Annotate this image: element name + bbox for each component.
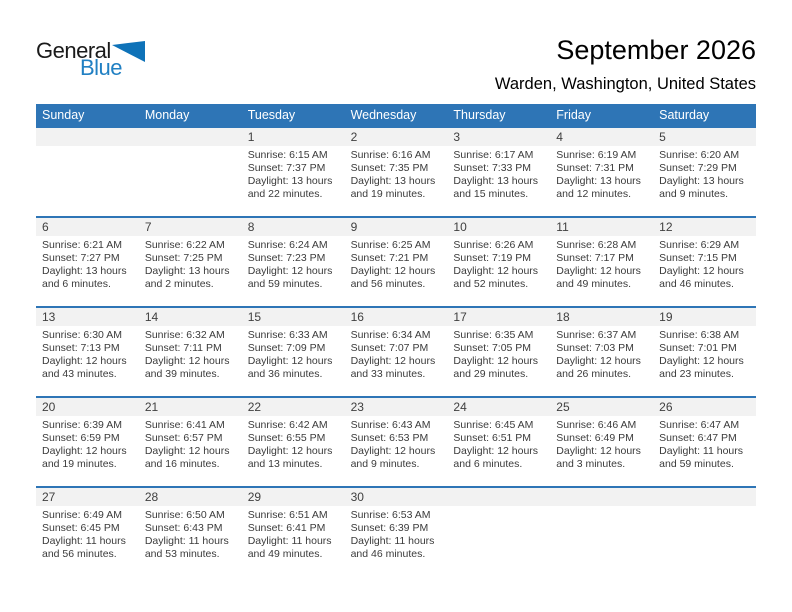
daylight1-text: Daylight: 12 hours xyxy=(42,444,127,457)
logo-text-general: General xyxy=(36,38,111,63)
daylight1-text: Daylight: 12 hours xyxy=(350,444,436,457)
sunrise-text: Sunrise: 6:50 AM xyxy=(144,509,225,521)
day-cell xyxy=(242,218,345,306)
sunset-text: Sunset: 7:07 PM xyxy=(350,341,429,354)
day-cell xyxy=(242,488,345,576)
calendar-table xyxy=(36,104,756,576)
daylight2-text: and 49 minutes. xyxy=(556,277,631,290)
sunrise-text: Sunrise: 6:46 AM xyxy=(556,419,637,431)
sunset-text: Sunset: 7:17 PM xyxy=(556,251,634,264)
daylight1-text: Daylight: 12 hours xyxy=(556,354,641,367)
day-number: 16 xyxy=(345,308,448,326)
week-row xyxy=(36,216,756,306)
empty-day-cell xyxy=(139,128,242,216)
daylight2-text: and 33 minutes. xyxy=(350,367,426,380)
day-cell xyxy=(139,488,242,576)
sunset-text: Sunset: 7:15 PM xyxy=(659,251,737,264)
daylight2-text: and 46 minutes. xyxy=(659,277,734,290)
daylight1-text: Daylight: 11 hours xyxy=(247,534,332,547)
day-details xyxy=(36,506,139,561)
day-cell xyxy=(550,308,653,396)
sunset-text: Sunset: 7:25 PM xyxy=(144,251,223,264)
sunrise-text: Sunrise: 6:32 AM xyxy=(144,329,225,341)
day-details xyxy=(36,236,139,291)
daylight2-text: and 49 minutes. xyxy=(247,547,323,560)
weekday-header-friday: Friday xyxy=(556,108,592,122)
sunset-text: Sunset: 7:09 PM xyxy=(247,341,326,354)
sunset-text: Sunset: 7:27 PM xyxy=(42,251,120,264)
day-details xyxy=(242,416,345,471)
day-number: 7 xyxy=(139,218,242,236)
sunset-text: Sunset: 6:57 PM xyxy=(144,431,223,444)
day-number: 15 xyxy=(242,308,345,326)
page-subtitle: Warden, Washington, United States xyxy=(494,75,756,93)
daylight2-text: and 56 minutes. xyxy=(350,277,426,290)
daylight2-text: and 59 minutes. xyxy=(247,277,323,290)
day-number: 23 xyxy=(345,398,448,416)
daylight2-text: and 39 minutes. xyxy=(144,367,220,380)
sunset-text: Sunset: 6:39 PM xyxy=(350,521,429,534)
day-details xyxy=(139,326,242,381)
day-details xyxy=(36,326,139,381)
daylight2-text: and 6 minutes. xyxy=(42,277,111,290)
day-details xyxy=(36,416,139,471)
day-details xyxy=(139,506,242,561)
sunrise-text: Sunrise: 6:17 AM xyxy=(453,149,534,161)
daylight2-text: and 23 minutes. xyxy=(659,367,734,380)
sunset-text: Sunset: 6:45 PM xyxy=(42,521,120,534)
day-cell xyxy=(242,128,345,216)
day-number: 12 xyxy=(653,218,756,236)
day-cell xyxy=(139,308,242,396)
sunrise-text: Sunrise: 6:34 AM xyxy=(350,329,431,341)
empty-day-cell xyxy=(550,488,653,576)
daylight1-text: Daylight: 12 hours xyxy=(144,354,230,367)
sunset-text: Sunset: 7:35 PM xyxy=(350,161,429,174)
day-cell xyxy=(550,218,653,306)
daylight1-text: Daylight: 12 hours xyxy=(144,444,230,457)
day-number: 8 xyxy=(242,218,345,236)
day-number: 4 xyxy=(550,128,653,146)
title-block xyxy=(495,34,756,94)
sunrise-text: Sunrise: 6:43 AM xyxy=(350,419,431,431)
day-cell xyxy=(345,308,448,396)
day-details xyxy=(139,146,242,149)
daylight1-text: Daylight: 13 hours xyxy=(350,174,436,187)
day-number: 17 xyxy=(447,308,550,326)
day-cell xyxy=(447,308,550,396)
daylight2-text: and 9 minutes. xyxy=(350,457,420,470)
daylight2-text: and 2 minutes. xyxy=(144,277,214,290)
empty-day-cell xyxy=(447,488,550,576)
day-number: 5 xyxy=(653,128,756,146)
sunrise-text: Sunrise: 6:20 AM xyxy=(659,149,740,161)
daylight2-text: and 52 minutes. xyxy=(453,277,529,290)
sunrise-text: Sunrise: 6:15 AM xyxy=(247,149,328,161)
daylight2-text: and 6 minutes. xyxy=(453,457,523,470)
weekday-header-row xyxy=(36,104,756,126)
sunrise-text: Sunrise: 6:51 AM xyxy=(247,509,328,521)
sunrise-text: Sunrise: 6:35 AM xyxy=(453,329,534,341)
generalblue-logo xyxy=(36,40,166,79)
day-number: 11 xyxy=(550,218,653,236)
day-details xyxy=(139,416,242,471)
day-details xyxy=(345,506,448,561)
daylight2-text: and 36 minutes. xyxy=(247,367,323,380)
sunset-text: Sunset: 6:55 PM xyxy=(247,431,326,444)
sunrise-text: Sunrise: 6:45 AM xyxy=(453,419,534,431)
daylight1-text: Daylight: 11 hours xyxy=(144,534,229,547)
daylight2-text: and 46 minutes. xyxy=(350,547,426,560)
daylight1-text: Daylight: 12 hours xyxy=(247,354,333,367)
daylight2-text: and 22 minutes. xyxy=(247,187,323,200)
daylight2-text: and 15 minutes. xyxy=(453,187,529,200)
day-details xyxy=(550,506,653,509)
sunrise-text: Sunrise: 6:37 AM xyxy=(556,329,637,341)
day-number: 29 xyxy=(242,488,345,506)
day-cell xyxy=(139,398,242,486)
day-details xyxy=(653,146,756,201)
day-number xyxy=(139,128,242,146)
sunrise-text: Sunrise: 6:21 AM xyxy=(42,239,122,251)
week-row xyxy=(36,396,756,486)
day-cell xyxy=(447,128,550,216)
sunrise-text: Sunrise: 6:30 AM xyxy=(42,329,122,341)
day-cell xyxy=(653,308,756,396)
day-cell xyxy=(345,218,448,306)
day-number: 13 xyxy=(36,308,139,326)
day-number: 24 xyxy=(447,398,550,416)
day-details xyxy=(242,506,345,561)
sunset-text: Sunset: 7:31 PM xyxy=(556,161,634,174)
day-cell xyxy=(345,488,448,576)
sunset-text: Sunset: 7:21 PM xyxy=(350,251,429,264)
daylight2-text: and 53 minutes. xyxy=(144,547,220,560)
day-number: 14 xyxy=(139,308,242,326)
sunset-text: Sunset: 7:03 PM xyxy=(556,341,634,354)
sunrise-text: Sunrise: 6:25 AM xyxy=(350,239,431,251)
sunrise-text: Sunrise: 6:28 AM xyxy=(556,239,637,251)
sunrise-text: Sunrise: 6:39 AM xyxy=(42,419,122,431)
day-cell xyxy=(242,398,345,486)
daylight1-text: Daylight: 11 hours xyxy=(42,534,126,547)
day-details xyxy=(447,236,550,291)
daylight1-text: Daylight: 12 hours xyxy=(453,444,539,457)
day-number: 3 xyxy=(447,128,550,146)
day-details xyxy=(242,146,345,201)
day-number: 10 xyxy=(447,218,550,236)
sunrise-text: Sunrise: 6:16 AM xyxy=(350,149,431,161)
daylight1-text: Daylight: 12 hours xyxy=(453,354,539,367)
weekday-header-monday: Monday xyxy=(144,108,190,122)
daylight1-text: Daylight: 13 hours xyxy=(247,174,333,187)
day-details xyxy=(550,146,653,201)
sunset-text: Sunset: 6:53 PM xyxy=(350,431,429,444)
day-cell xyxy=(653,128,756,216)
daylight1-text: Daylight: 12 hours xyxy=(350,264,436,277)
day-number: 21 xyxy=(139,398,242,416)
sunrise-text: Sunrise: 6:42 AM xyxy=(247,419,328,431)
day-cell xyxy=(139,218,242,306)
day-number: 27 xyxy=(36,488,139,506)
day-number xyxy=(653,488,756,506)
week-row xyxy=(36,486,756,576)
weekday-header-thursday: Thursday xyxy=(453,108,506,122)
day-cell xyxy=(242,308,345,396)
day-details xyxy=(345,146,448,201)
sunrise-text: Sunrise: 6:24 AM xyxy=(247,239,328,251)
sunrise-text: Sunrise: 6:29 AM xyxy=(659,239,740,251)
empty-day-cell xyxy=(653,488,756,576)
day-number: 19 xyxy=(653,308,756,326)
day-number: 20 xyxy=(36,398,139,416)
day-details xyxy=(653,236,756,291)
day-cell xyxy=(447,398,550,486)
weekday-header-sunday: Sunday xyxy=(42,108,85,122)
page-title: September 2026 xyxy=(556,35,756,65)
daylight1-text: Daylight: 13 hours xyxy=(42,264,127,277)
sunset-text: Sunset: 7:13 PM xyxy=(42,341,120,354)
weekday-header-saturday: Saturday xyxy=(659,108,710,122)
day-details xyxy=(447,506,550,509)
sunset-text: Sunset: 6:41 PM xyxy=(247,521,326,534)
sunset-text: Sunset: 7:05 PM xyxy=(453,341,532,354)
daylight1-text: Daylight: 13 hours xyxy=(659,174,744,187)
day-details xyxy=(242,236,345,291)
day-details xyxy=(447,416,550,471)
daylight1-text: Daylight: 12 hours xyxy=(659,264,744,277)
day-details xyxy=(653,326,756,381)
daylight1-text: Daylight: 12 hours xyxy=(247,264,333,277)
daylight1-text: Daylight: 12 hours xyxy=(659,354,744,367)
day-cell xyxy=(653,398,756,486)
day-details xyxy=(653,416,756,471)
day-number: 2 xyxy=(345,128,448,146)
day-number: 22 xyxy=(242,398,345,416)
sunrise-text: Sunrise: 6:49 AM xyxy=(42,509,122,521)
day-cell xyxy=(447,218,550,306)
day-details xyxy=(447,326,550,381)
sunset-text: Sunset: 6:51 PM xyxy=(453,431,532,444)
sunset-text: Sunset: 7:19 PM xyxy=(453,251,532,264)
sunset-text: Sunset: 7:29 PM xyxy=(659,161,737,174)
day-cell xyxy=(345,398,448,486)
sunrise-text: Sunrise: 6:38 AM xyxy=(659,329,740,341)
day-details xyxy=(550,236,653,291)
day-details xyxy=(36,146,139,149)
weekday-header-wednesday: Wednesday xyxy=(350,108,417,122)
weekday-header-tuesday: Tuesday xyxy=(247,108,296,122)
day-number xyxy=(550,488,653,506)
day-cell xyxy=(36,488,139,576)
day-number: 26 xyxy=(653,398,756,416)
weeks-container xyxy=(36,126,756,576)
day-cell xyxy=(345,128,448,216)
daylight1-text: Daylight: 11 hours xyxy=(659,444,743,457)
sunset-text: Sunset: 7:37 PM xyxy=(247,161,326,174)
sunset-text: Sunset: 6:49 PM xyxy=(556,431,634,444)
daylight1-text: Daylight: 13 hours xyxy=(453,174,539,187)
daylight2-text: and 16 minutes. xyxy=(144,457,220,470)
day-number: 9 xyxy=(345,218,448,236)
daylight1-text: Daylight: 12 hours xyxy=(453,264,539,277)
daylight1-text: Daylight: 12 hours xyxy=(350,354,436,367)
sunrise-text: Sunrise: 6:41 AM xyxy=(144,419,225,431)
day-details xyxy=(447,146,550,201)
sunrise-text: Sunrise: 6:19 AM xyxy=(556,149,637,161)
day-number xyxy=(447,488,550,506)
day-cell xyxy=(653,218,756,306)
day-details xyxy=(550,416,653,471)
daylight2-text: and 26 minutes. xyxy=(556,367,631,380)
week-row xyxy=(36,306,756,396)
sunrise-text: Sunrise: 6:26 AM xyxy=(453,239,534,251)
sunrise-text: Sunrise: 6:22 AM xyxy=(144,239,225,251)
daylight1-text: Daylight: 11 hours xyxy=(350,534,435,547)
daylight1-text: Daylight: 12 hours xyxy=(556,264,641,277)
daylight2-text: and 43 minutes. xyxy=(42,367,117,380)
day-cell xyxy=(36,398,139,486)
sunset-text: Sunset: 7:01 PM xyxy=(659,341,737,354)
day-number: 30 xyxy=(345,488,448,506)
day-cell xyxy=(550,128,653,216)
daylight2-text: and 29 minutes. xyxy=(453,367,529,380)
daylight2-text: and 56 minutes. xyxy=(42,547,117,560)
logo-text-blue: Blue xyxy=(80,55,123,80)
day-number: 28 xyxy=(139,488,242,506)
sunset-text: Sunset: 6:43 PM xyxy=(144,521,223,534)
daylight1-text: Daylight: 12 hours xyxy=(247,444,333,457)
daylight2-text: and 19 minutes. xyxy=(42,457,117,470)
day-cell xyxy=(36,308,139,396)
daylight1-text: Daylight: 13 hours xyxy=(556,174,641,187)
daylight1-text: Daylight: 13 hours xyxy=(144,264,230,277)
sunset-text: Sunset: 7:23 PM xyxy=(247,251,326,264)
daylight2-text: and 12 minutes. xyxy=(556,187,631,200)
sunrise-text: Sunrise: 6:53 AM xyxy=(350,509,431,521)
sunset-text: Sunset: 6:59 PM xyxy=(42,431,120,444)
sunset-text: Sunset: 7:11 PM xyxy=(144,341,222,354)
day-cell xyxy=(36,218,139,306)
day-details xyxy=(139,236,242,291)
day-details xyxy=(550,326,653,381)
daylight2-text: and 19 minutes. xyxy=(350,187,426,200)
sunrise-text: Sunrise: 6:47 AM xyxy=(659,419,740,431)
day-details xyxy=(345,416,448,471)
day-details xyxy=(653,506,756,509)
sunrise-text: Sunrise: 6:33 AM xyxy=(247,329,328,341)
day-details xyxy=(345,236,448,291)
daylight2-text: and 9 minutes. xyxy=(659,187,729,200)
sunset-text: Sunset: 6:47 PM xyxy=(659,431,737,444)
daylight2-text: and 13 minutes. xyxy=(247,457,323,470)
empty-day-cell xyxy=(36,128,139,216)
daylight1-text: Daylight: 12 hours xyxy=(42,354,127,367)
sunset-text: Sunset: 7:33 PM xyxy=(453,161,532,174)
day-number xyxy=(36,128,139,146)
day-cell xyxy=(550,398,653,486)
day-details xyxy=(345,326,448,381)
day-number: 6 xyxy=(36,218,139,236)
day-number: 18 xyxy=(550,308,653,326)
daylight2-text: and 3 minutes. xyxy=(556,457,626,470)
day-number: 1 xyxy=(242,128,345,146)
day-number: 25 xyxy=(550,398,653,416)
daylight2-text: and 59 minutes. xyxy=(659,457,734,470)
day-details xyxy=(242,326,345,381)
daylight1-text: Daylight: 12 hours xyxy=(556,444,641,457)
week-row xyxy=(36,126,756,216)
